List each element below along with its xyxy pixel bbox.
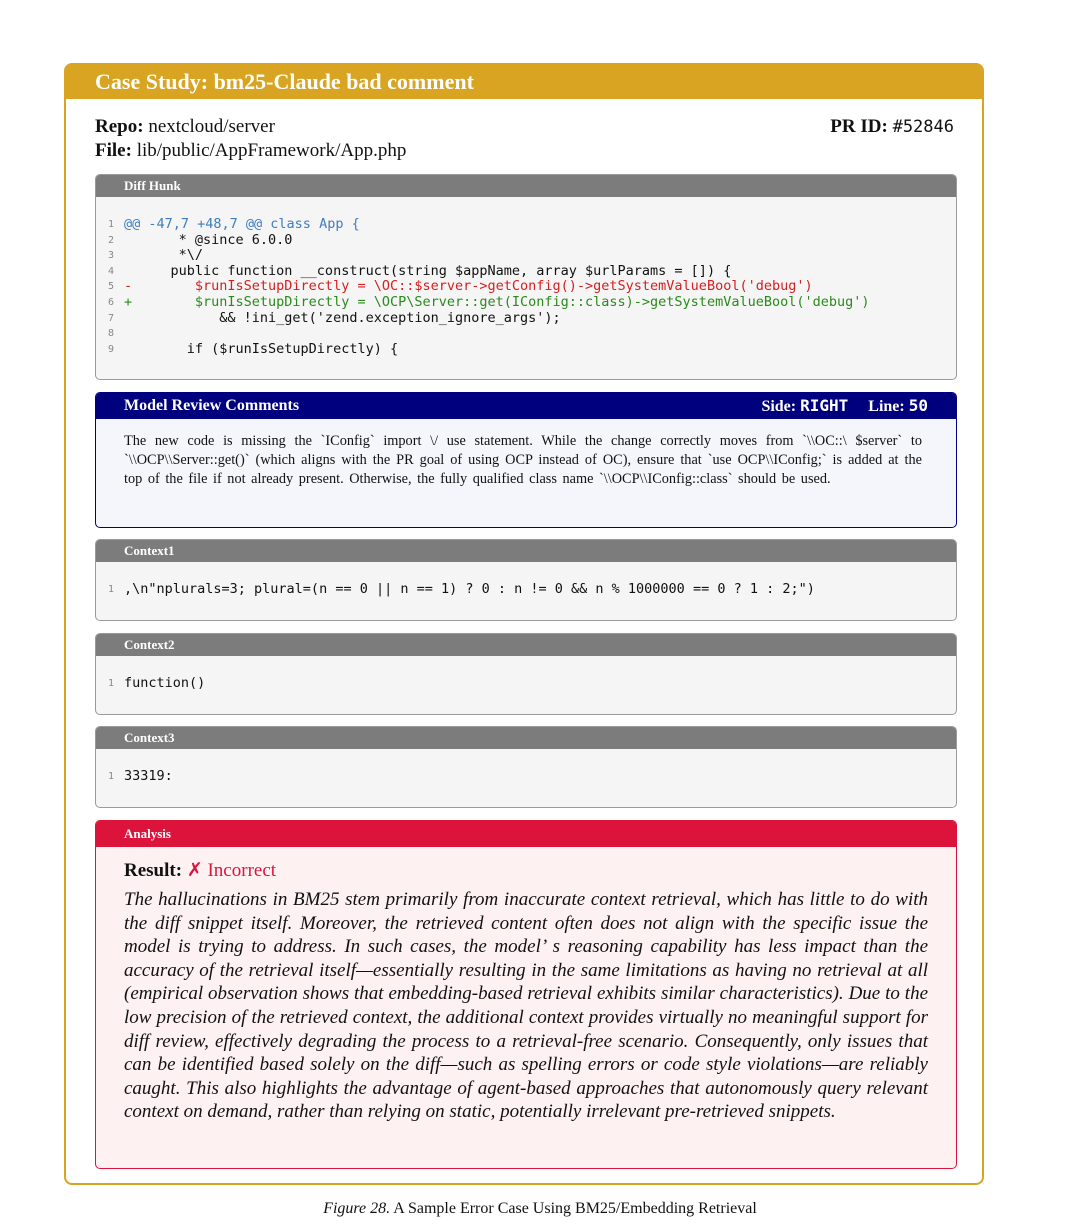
- analysis-box: [95, 820, 957, 1169]
- pr-value: #52846: [892, 117, 954, 137]
- repo-row: [95, 115, 275, 139]
- diff-marker: +: [124, 293, 133, 310]
- figure-caption: [0, 1200, 1080, 1218]
- meta-info: [95, 115, 954, 163]
- line-number: 3: [108, 250, 115, 262]
- line-number: 8: [108, 328, 115, 340]
- diff-code-text: $runIsSetupDirectly = \OC::$server->getConfig()->getSystemValueBool('debug'): [138, 278, 813, 295]
- context2-box: [95, 633, 957, 715]
- context1-box: [95, 539, 957, 621]
- diff-hunk-title: Diff Hunk: [96, 175, 956, 197]
- context2-code: function(): [124, 675, 206, 691]
- context2-title: Context2: [96, 634, 956, 656]
- diff-line: [108, 279, 956, 295]
- repo-value: nextcloud/server: [148, 116, 275, 137]
- pr-row: [830, 115, 954, 139]
- diff-code: [96, 197, 956, 357]
- context3-box: [95, 726, 957, 808]
- diff-code-text: * @since 6.0.0: [138, 231, 293, 248]
- diff-line: [108, 342, 956, 358]
- diff-line: [108, 248, 956, 264]
- line-number: 1: [108, 678, 115, 689]
- diff-code-text: @@ -47,7 +48,7 @@ class App {: [124, 216, 360, 232]
- diff-code-text: && !ini_get('zend.exception_ignore_args');: [138, 309, 561, 326]
- file-label: File:: [95, 140, 132, 161]
- file-row: [95, 139, 954, 163]
- line-number: 2: [108, 234, 115, 246]
- diff-line: [108, 217, 956, 233]
- pr-label: PR ID:: [830, 116, 888, 137]
- diff-code-text: $runIsSetupDirectly = \OCP\Server::get(IConfig::class)->getSystemValueBool('debug'): [138, 293, 870, 310]
- line-number: 7: [108, 312, 115, 324]
- context1-title: Context1: [96, 540, 956, 562]
- diff-line: [108, 311, 956, 327]
- line-number: 1: [108, 219, 115, 230]
- diff-code-text: public function __construct(string $appName, array $urlParams = []) {: [138, 262, 732, 279]
- line-number: 1: [108, 771, 115, 782]
- line-number: 9: [108, 343, 115, 355]
- diff-marker: [124, 326, 138, 342]
- result-row: [96, 847, 956, 882]
- line-number: 5: [108, 281, 115, 293]
- result-value: Incorrect: [207, 860, 277, 881]
- figure-caption-text: A Sample Error Case Using BM25/Embedding Retrieval: [393, 1200, 757, 1217]
- case-study-card: [64, 63, 984, 1185]
- line-number: 4: [108, 265, 115, 277]
- line-number: 6: [108, 296, 115, 308]
- analysis-text: The hallucinations in BM25 stem primarily from inaccurate context retrieval, which has little to do with the diff snippet itself. Moreover, the retrieved content often does not align with the specific issue the model is trying to address. In such cases, the model’ s reasoning capability has less impact than the accuracy of the retrieval itself—essentially resulting in the same limitations as having no retrieval at all (empirical observation shows that embedding-based retrieval exhibits similar characteristics). Due to the low precision of the retrieved context, the additional context provides virtually no meaningful support for diff review, effectively degrading the process to a retrieval-free scenario. Consequently, only issues that can be identified based solely on the diff—such as spelling errors or code style violations—are reliably caught. This also highlights the advantage of agent-based approaches that autonomously query relevant context on demand, rather than relying on static, potentially irrelevant pre-retrieved snippets.: [124, 889, 928, 1123]
- diff-line: [108, 326, 956, 342]
- side-value: RIGHT: [800, 396, 849, 415]
- review-box: [95, 392, 957, 528]
- review-header: [96, 393, 956, 419]
- review-text: The new code is missing the `IConfig` import \/ use statement. While the change correctly moves from `\\OC::\ $server` to `\\OCP\\Server::get()` (which aligns with the PR goal of using OCP instead of OC), ensure that `use OCP\\IConfig;` is added at the top of the file if not already present. Otherwise, the fully qualified class name `\\OCP\\IConfig::class` should be used.: [124, 433, 922, 487]
- context3-code: 33319:: [124, 768, 173, 784]
- diff-code-text: *\/: [138, 247, 204, 264]
- file-value: lib/public/AppFramework/App.php: [136, 140, 407, 161]
- context1-code: ,\n"nplurals=3; plural=(n == 0 || n == 1) ? 0 : n != 0 && n % 1000000 == 0 ? 1 : 2;"): [124, 581, 815, 597]
- line-label: Line:: [868, 398, 905, 415]
- diff-marker: [124, 311, 138, 327]
- analysis-title: Analysis: [96, 821, 956, 847]
- diff-code-text: if ($runIsSetupDirectly) {: [138, 340, 399, 357]
- diff-hunk-box: [95, 174, 957, 380]
- diff-marker: [124, 233, 138, 249]
- diff-marker: [124, 248, 138, 264]
- diff-marker: -: [124, 278, 133, 295]
- figure-label: Figure 28.: [323, 1200, 391, 1217]
- cross-icon: ✗: [186, 860, 203, 881]
- result-label: Result:: [124, 860, 183, 881]
- card-title: Case Study: bm25-Claude bad comment: [66, 65, 982, 99]
- repo-label: Repo:: [95, 116, 144, 137]
- line-value: 50: [908, 396, 928, 415]
- diff-marker: [124, 264, 138, 280]
- review-position: [761, 393, 928, 419]
- context3-title: Context3: [96, 727, 956, 749]
- diff-marker: [124, 342, 138, 358]
- side-label: Side:: [761, 398, 797, 415]
- line-number: 1: [108, 584, 115, 595]
- diff-line: [108, 264, 956, 280]
- diff-line: [108, 295, 956, 311]
- review-title: Model Review Comments: [124, 397, 300, 414]
- diff-line: [108, 233, 956, 249]
